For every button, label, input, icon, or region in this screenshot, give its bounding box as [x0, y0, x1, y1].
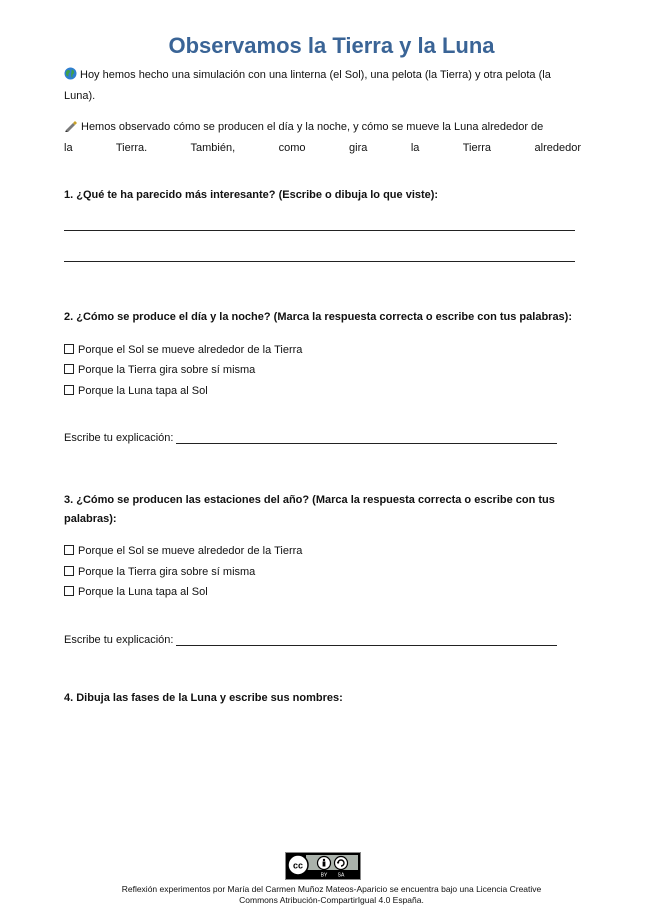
q3-option-1[interactable]: Porque el Sol se mueve alrededor de la Tierra [64, 544, 302, 558]
checkbox[interactable] [64, 545, 74, 555]
checkbox[interactable] [64, 385, 74, 395]
checkbox[interactable] [64, 586, 74, 596]
checkbox[interactable] [64, 364, 74, 374]
q2-option-1[interactable]: Porque el Sol se mueve alrededor de la Tierra [64, 343, 302, 357]
cc-text: cc [292, 860, 304, 871]
intro-paragraph-2 [64, 118, 581, 158]
q3-option-2[interactable]: Porque la Tierra gira sobre sí misma [64, 565, 255, 579]
globe-icon [64, 67, 77, 87]
question-4: 4. Dibuja las fases de la Luna y escribe sus nombres: [64, 692, 343, 704]
q3-option-3[interactable]: Porque la Luna tapa al Sol [64, 585, 208, 599]
q2-option-3[interactable]: Porque la Luna tapa al Sol [64, 384, 208, 398]
question-3: 3. ¿Cómo se producen las estaciones del año? (Marca la respuesta correcta o escribe con tus palabras): [64, 494, 555, 525]
intro-text-2-line1: Hemos observado cómo se producen el día y la noche, y cómo se mueve la Luna alrededor de [81, 121, 544, 133]
answer-line[interactable] [64, 261, 575, 262]
sa-text: SA [337, 872, 345, 879]
q3-explanation[interactable] [64, 634, 557, 646]
by-text: BY [320, 872, 328, 879]
explain-label: Escribe tu explicación: [64, 634, 174, 646]
question-2: 2. ¿Cómo se produce el día y la noche? (Marca la respuesta correcta o escribe con tus palabras): [64, 311, 573, 323]
license-footer [0, 884, 663, 906]
pen-icon [64, 119, 78, 139]
checkbox[interactable] [64, 344, 74, 354]
question-1: 1. ¿Qué te ha parecido más interesante? (Escribe o dibuja lo que viste): [64, 189, 439, 201]
q2-option-2[interactable]: Porque la Tierra gira sobre sí misma [64, 363, 255, 377]
explain-line[interactable] [176, 634, 557, 646]
answer-line[interactable] [64, 230, 575, 231]
cc-license-badge[interactable] [285, 852, 361, 880]
intro-text-2-line2: la Tierra. También, como gira la Tierra alrededor [64, 142, 581, 154]
license-line-1: Reflexión experimentos por María del Carmen Muñoz Mateos-Aparicio se encuentra bajo una Licencia Creative [121, 884, 542, 894]
intro-paragraph-1 [64, 66, 581, 106]
intro-text-1: Hoy hemos hecho una simulación con una linterna (el Sol), una pelota (la Tierra) y otra pelota (la Luna). [64, 69, 551, 102]
explain-line[interactable] [176, 432, 557, 444]
q2-explanation[interactable] [64, 432, 557, 444]
page-title: Observamos la Tierra y la Luna [168, 33, 495, 58]
explain-label: Escribe tu explicación: [64, 432, 174, 444]
license-line-2: Commons Atribución-CompartirIgual 4.0 España. [239, 895, 424, 905]
checkbox[interactable] [64, 566, 74, 576]
